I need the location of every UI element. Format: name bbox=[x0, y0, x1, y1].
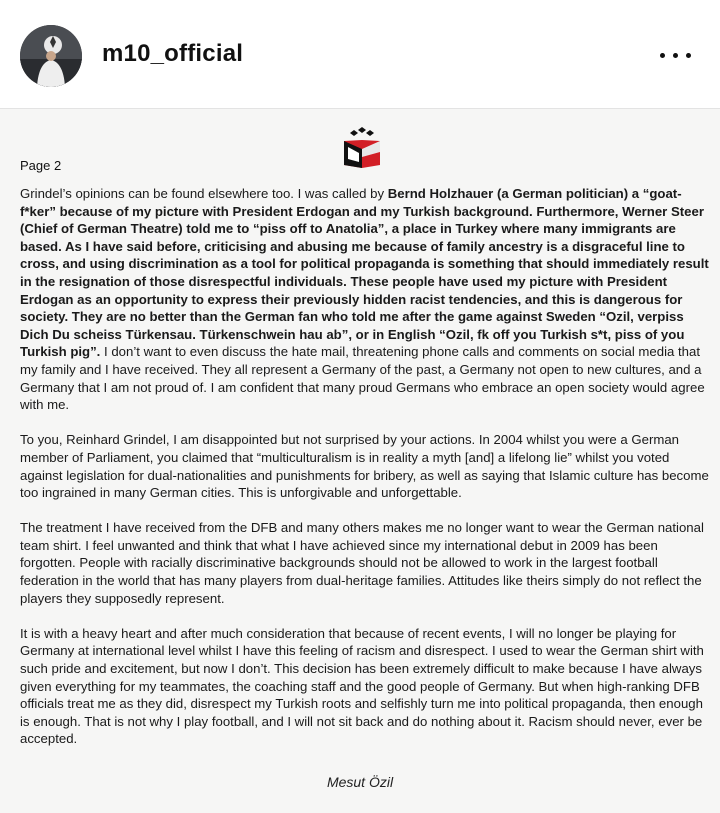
profile-avatar[interactable] bbox=[20, 25, 82, 87]
more-options-icon bbox=[673, 53, 678, 58]
post-header bbox=[0, 0, 720, 108]
page-label: Page 2 bbox=[20, 158, 62, 173]
signature: Mesut Özil bbox=[326, 774, 394, 790]
mesut-ozil-logo-icon bbox=[340, 127, 384, 169]
paragraph-4: It is with a heavy heart and after much consideration that because of recent events, I will no longer be playing for Germany at international level whilst I have this feeling of racism and disrespect. I used to wear the German shirt with such pride and excitement, but now I don’t. This decision has been extremely difficult to make because I have always given everything for my teammates, the coaching staff and the good people of Germany. But when high-ranking DFB officials treat me as they did, disrespect my Turkish roots and selfishly turn me into political propaganda, then enough is enough. That is not why I play football, and I will not sit back and do nothing about it. Racism should never, ever be accepted. bbox=[20, 625, 704, 747]
bold-quote: Bernd Holzhauer (a German politician) a “goat-f*ker” because of my picture with President Erdogan and my Turkish background. Furthermore, Werner Steer (Chief of German Theatre) told me to “piss off to Anatolia”, a place in Turkey where many immigrants are based. As I have said before, criticising and abusing me because of family ancestry is a disgraceful line to cross, and using discrimination as a tool for political propaganda is something that should immediately result in the resignation of those disrespectful individuals. These people have used my picture with President Erdogan as an opportunity to express their previously hidden racist tendencies, and this is dangerous for society. They are no better than the German fan who told me after the game against Sweden “Ozil, verpiss Dich Du scheiss Türkensau. Türkenschwein hau ab”, or in English “Ozil, fk off you Turkish s*t, piss of you Turkish pig”. bbox=[20, 186, 709, 360]
username[interactable]: m10_official bbox=[102, 40, 244, 67]
more-options-icon bbox=[686, 53, 691, 58]
post-image-document bbox=[0, 109, 720, 813]
more-options-icon bbox=[660, 53, 665, 58]
paragraph-2: To you, Reinhard Grindel, I am disappointed but not surprised by your actions. In 2004 whilst you were a German member of Parliament, you claimed that “multiculturalism is in reality a myth [and] a lifelong lie” whilst you voted against legislation for dual-nationalities and punishments for bribery, as well as saying that Islamic culture has become too ingrained in many German cities. This is unforgivable and unforgettable. bbox=[20, 432, 709, 501]
more-options-button[interactable] bbox=[660, 50, 694, 62]
profile-photo-icon bbox=[20, 25, 82, 87]
statement-body bbox=[20, 185, 710, 766]
paragraph-1: Grindel’s opinions can be found elsewhere too. I was called by Bernd Holzhauer (a German politician) a “goat-f*ker” because of my picture with President Erdogan and my Turkish background. Furthermore, Werner Steer (Chief of German Theatre) told me to “piss off to Anatolia”, a place in Turkey where many immigrants are based. As I have said before, criticising and abusing me because of family ancestry is a disgraceful line to cross, and using discrimination as a tool for political propaganda is something that should immediately result in the resignation of those disrespectful individuals. These people have used my picture with President Erdogan as an opportunity to express their previously hidden racist tendencies, and this is dangerous for society. They are no better than the German fan who told me after the game against Sweden “Ozil, verpiss Dich Du scheiss Türkensau. Türkenschwein hau ab”, or in English “Ozil, fk off you Turkish s*t, piss of you Turkish pig”. I don’t want to even discuss the hate mail, threatening phone calls and comments on social media that my family and I have received. They all represent a Germany of the past, a Germany not open to new cultures, and a Germany that I am not proud of. I am confident that many proud Germans who embrace an open society would agree with me. bbox=[20, 186, 709, 413]
paragraph-3: The treatment I have received from the DFB and many others makes me no longer want to wear the German national team shirt. I feel unwanted and think that what I have achieved since my international debut in 2009 has been forgotten. People with racially discriminative backgrounds should not be allowed to work in the largest football federation in the world that has many players from dual-heritage families. Attitudes like theirs simply do not reflect the players they supposedly represent. bbox=[20, 520, 704, 606]
